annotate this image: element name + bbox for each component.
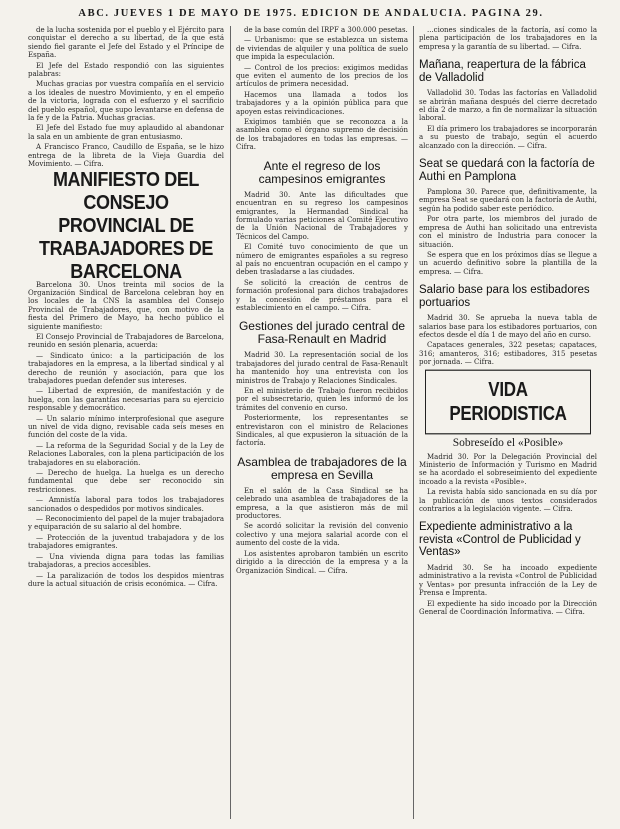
paragraph: Pamplona 30. Parece que, definitivamente, la empresa Seat se quedará con la factoría de Authi, según ha podido saber este periódico.	[419, 188, 597, 213]
paragraph: El día primero los trabajadores se incorporarán a su puesto de trabajo, según el acuerdo alcanzado con la dirección. — Cifra.	[419, 124, 597, 150]
article-continuation	[28, 26, 224, 169]
paragraph: — Una vivienda digna para todas las familias trabajadoras, a precios accesibles.	[28, 552, 224, 570]
paragraph: Hacemos una llamada a todos los trabajadores y a la opinión pública para que apoyen estas reivindicaciones.	[236, 90, 408, 116]
paragraph: Se acordó solicitar la revisión del convenio colectivo y una mejora salarial acorde con el aumento del coste de la vida.	[236, 522, 408, 548]
paragraph: Madrid 30. Ante las dificultades que encuentran en su regreso los campesinos emigrantes, la Hermandad Sindical ha formulado varias peticiones al Comité Ejecutivo de la Unión Nacional de Trabajadores y Técnicos del Campo.	[236, 190, 408, 241]
paragraph: — Libertad de expresión, de manifestación y de huelga, con las garantías necesarias para su ejercicio responsable y democrático.	[28, 387, 224, 413]
paragraph: En el ministerio de Trabajo fueron recibidos por el subsecretario, quien les informó de los trámites del convenio en curso.	[236, 387, 408, 412]
paragraph: La revista había sido sancionada en su día por la publicación de unos textos considerados contrarios a la legislación vigente. — Cifra.	[419, 488, 597, 513]
paragraph: — Derecho de huelga. La huelga es un derecho fundamental que debe ser reconocido sin restricciones.	[28, 469, 224, 494]
paragraph: Valladolid 30. Todas las factorías en Valladolid se abrirán mañana después del cierre decretado el día 2 de marzo, a fin de normalizar la situación laboral.	[419, 89, 597, 123]
headline-valladolid: Mañana, reapertura de la fábrica de Valladolid	[419, 59, 586, 84]
paragraph: A Francisco Franco, Caudillo de España, se le hizo entrega de la libreta de la Vieja Guardia del Movimiento. — Cifra.	[28, 143, 224, 169]
paragraph: Madrid 30. Se ha incoado expediente administrativo a la revista «Control de Publicidad y Ventas» por presunta infracción de la Ley de Prensa e Imprenta.	[419, 563, 597, 598]
paragraph: Capataces generales, 322 pesetas; capataces, 316; amanteros, 316; estibadores, 315 pesetas por jornada. — Cifra.	[419, 341, 597, 367]
paragraph: El Jefe del Estado respondió con las siguientes palabras:	[28, 61, 224, 79]
column-left	[28, 26, 224, 823]
headline-campesinos: Ante el regreso de los campesinos emigrantes	[258, 158, 386, 186]
paragraph: — La reforma de la Seguridad Social y de la Ley de Relaciones Laborales, con la plena participación de los trabajadores en su elaboración.	[28, 441, 224, 467]
headline-manifiesto: MANIFIESTO DEL CONSEJO PROVINCIAL DE TRABAJADORES DE BARCELONA	[38, 167, 214, 282]
paragraph: — Control de los precios: exigimos medidas que eviten el aumento de los precios de los artículos de primera necesidad.	[236, 63, 408, 89]
paragraph: — Urbanismo: que se establezca un sistema de viviendas de alquiler y una política de suelo que impida la especulación.	[236, 36, 408, 62]
headline-estibadores: Salario base para los estibadores portuarios	[419, 284, 590, 309]
paragraph: — Sindicato único: a la participación de los trabajadores en la empresa, a la libertad sindical y al derecho de reunión y asociación, para que los trabajadores puedan defender sus intereses.	[28, 351, 224, 385]
paragraph: — Amnistía laboral para todos los trabajadores sancionados o despedidos por motivos sindicales.	[28, 496, 224, 513]
paragraph: Madrid 30. La representación social de los trabajadores del jurado central de Fasa-Renault ha mantenido hoy una entrevista con los ministros de Trabajo y Relaciones Sindicales.	[236, 351, 408, 385]
paragraph: Madrid 30. Por la Delegación Provincial del Ministerio de Información y Turismo en Madrid se ha acordado el sobreseimiento del expediente incoado a la revista «Posible».	[419, 452, 597, 486]
paragraph: El Jefe del Estado fue muy aplaudido al abandonar la sala en un ambiente de gran entusiasmo.	[28, 124, 224, 141]
article-body	[28, 281, 224, 589]
headline-asamblea-sevilla: Asamblea de trabajadores de la empresa en Sevilla	[237, 454, 407, 482]
paragraph: Barcelona 30. Unos treinta mil socios de la Organización Sindical de Barcelona celebran hoy en los locales de la CNS la asamblea del Consejo Provincial de Trabajadores, que, con motivo de la fiesta del Primero de Mayo, ha hecho público el siguiente manifiesto:	[28, 280, 224, 331]
paragraph: de la lucha sostenida por el pueblo y el Ejército para conquistar el derecho a su libertad, de la que está siendo fiel garante el Jefe del Estado y el Príncipe de España.	[28, 26, 224, 60]
paragraph: Exigimos también que se reconozca a la asamblea como el órgano supremo de decisión de los trabajadores en todas las empresas. — Cifra.	[236, 118, 408, 152]
paragraph: — Un salario mínimo interprofesional que asegure un nivel de vida digno, revisable cada seis meses en función del coste de la vida.	[28, 414, 224, 440]
paragraph: Posteriormente, los representantes se entrevistaron con el ministro de Relaciones Sindicales, al que expusieron la situación de la factoría.	[236, 414, 408, 448]
paragraph: — Protección de la juventud trabajadora y de los trabajadores emigrantes.	[28, 533, 224, 551]
paragraph: Los asistentes aprobaron también un escrito dirigido a la dirección de la empresa y a la Organización Sindical. — Cifra.	[236, 549, 408, 575]
paragraph: El Consejo Provincial de Trabajadores de Barcelona, reunido en sesión plenaria, acuerda:	[28, 332, 224, 350]
paragraph: — Reconocimiento del papel de la mujer trabajadora y equiparación de su salario al del hombre.	[28, 515, 224, 532]
paragraph: Madrid 30. Se aprueba la nueva tabla de salarios base para los estibadores portuarios, con efectos desde el día 1 de mayo del año en curso.	[419, 314, 597, 339]
paragraph: Muchas gracias por vuestra compañía en el servicio a los ideales de nuestro Movimiento, y en el empeño de la victoria, lograda con el esfuerzo y el sacrificio del pueblo español, que supo levantarse en defensa de la fe y de la Patria. Muchas gracias.	[28, 80, 224, 123]
page-masthead: ABC. JUEVES 1 DE MAYO DE 1975. EDICION DE ANDALUCIA. PAGINA 29.	[78, 8, 544, 19]
column-right	[419, 26, 597, 823]
column-middle	[236, 26, 408, 823]
headline-seat-authi: Seat se quedará con la factoría de Authi en Pamplona	[419, 158, 595, 183]
headline-fasa-renault: Gestiones del jurado central de Fasa-Renault en Madrid	[238, 319, 406, 347]
paragraph: El expediente ha sido incoado por la Dirección General de Coordinación Informativa. — Cifra.	[419, 599, 597, 616]
headline-posible: Sobreseído el «Posible»	[452, 436, 564, 449]
paragraph: Se espera que en los próximos días se llegue a un acuerdo definitivo sobre la plantilla de la empresa. — Cifra.	[419, 250, 597, 276]
headline-expediente: Expediente administrativo a la revista «Control de Publicidad y Ventas»	[419, 521, 581, 559]
paragraph: — La paralización de todos los despidos mientras dure la actual situación de crisis económica. — Cifra.	[28, 571, 224, 588]
paragraph: En el salón de la Casa Sindical se ha celebrado una asamblea de trabajadores de la empresa, a la que asistieron más de mil productores.	[236, 486, 408, 521]
paragraph: ...ciones sindicales de la factoría, así como la plena participación de los trabajadores en la empresa y la garantía de su libertad. — Cifra.	[419, 26, 597, 51]
section-title-vida-periodistica: VIDA PERIODISTICA	[425, 369, 591, 434]
column-divider	[413, 26, 414, 819]
paragraph: El Comité tuvo conocimiento de que un número de emigrantes españoles a su regreso al país no encuentran ocupación en el campo y deben trasladarse a las ciudades.	[236, 243, 408, 277]
column-divider	[230, 26, 231, 819]
paragraph: Se solicitó la creación de centros de formación profesional para dichos trabajadores y la concesión de préstamos para el establecimiento en el campo. — Cifra.	[236, 278, 408, 312]
paragraph: Por otra parte, los miembros del jurado de empresa de Authi han solicitado una entrevista con el ministro de Industria para conocer la situación.	[419, 215, 597, 249]
paragraph: de la base común del IRPF a 300.000 pesetas.	[244, 26, 408, 34]
